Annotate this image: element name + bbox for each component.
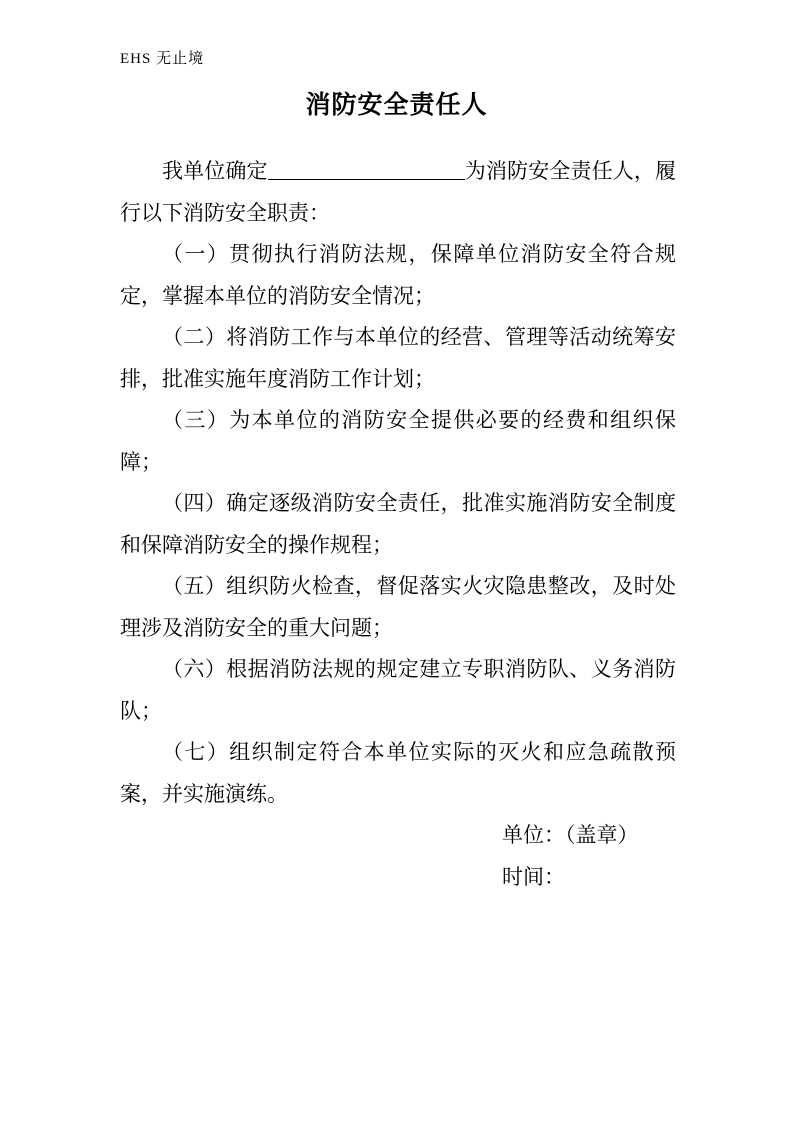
duty-item-1: （一）贯彻执行消防法规，保障单位消防安全符合规定，掌握本单位的消防安全情况；: [120, 242, 676, 308]
duty-item-5: （五）组织防火检查，督促落实火灾隐患整改，及时处理涉及消防安全的重大问题；: [120, 574, 676, 640]
duty-item-4: （四）确定逐级消防安全责任，批准实施消防安全制度和保障消防安全的操作规程；: [120, 491, 676, 557]
intro-text-before-blank: 我单位确定: [162, 159, 268, 183]
document-body: [120, 151, 676, 898]
duty-item-6: （六）根据消防法规的规定建立专职消防队、义务消防队；: [120, 657, 676, 723]
document-title: 消防安全责任人: [305, 91, 488, 119]
intro-paragraph: [120, 151, 676, 234]
signature-time-label: 时间：: [502, 864, 565, 889]
duty-item-2: （二）将消防工作与本单位的经营、管理等活动统筹安排，批准实施年度消防工作计划；: [120, 325, 676, 391]
duty-item-3: （三）为本单位的消防安全提供必要的经费和组织保障；: [120, 408, 676, 474]
document-header-motto: EHS 无止境: [120, 51, 205, 67]
duty-item-7: （七）组织制定符合本单位实际的灭火和应急疏散预案，并实施演练。: [120, 740, 676, 806]
signature-unit-seal-label: 单位：（盖章）: [502, 823, 639, 847]
intro-text-after-blank: 为消防安全责任人，履行以下消防安全职责：: [120, 159, 677, 225]
fill-in-blank-underline: [268, 159, 465, 180]
